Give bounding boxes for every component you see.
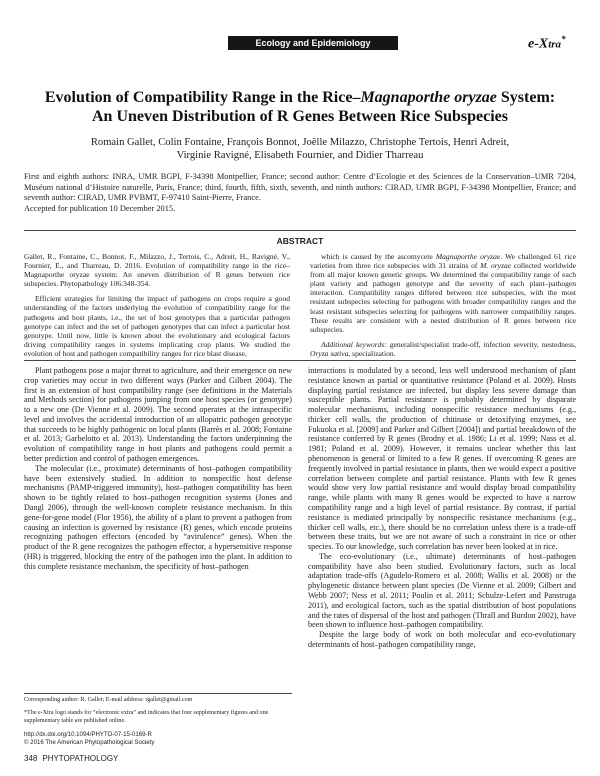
abstract-species-1: Magnaporthe oryzae — [435, 252, 501, 261]
keywords-label: Additional keywords: — [321, 339, 387, 349]
keywords — [310, 340, 576, 358]
body-paragraph: interactions is modulated by a second, less well understood mechanism of plant resistance known as partial or quantitative resistance (Poland et al. 2009). Hosts displaying partial resistance are infected, but display less severe damage than susceptible plants. Partial resistance is probably determined by disparate molecular mechanisms, including nonspecific resistance mechanisms (e.g., thicker cell walls, the production of chitinase or detoxifying enzymes, see Fukuoka et al. [2009] and Parker and Gilbert [2004]) and partial breakdown of the resistance conferred by R genes (Brodny et al. 1986; Li et al. 1999; Nass et al. 1981; Poland et al. 2009). However, it remains unclear whether this last phenomenon is general or limited to a few R genes. If overcoming R genes are frequently involved in partial resistance in plants, then we would expect a positive correlation between complete and partial resistance. Plants with few R genes would show very low partial resistance and would display broad compatibility range, while plants with many R genes would be expected to have a narrow compatibility range and a high level of partial resistance. By contrast, if partial resistance is mediated principally by nonspecific resistance mechanisms (e.g., thicker cell walls, etc.), there should be no correlation unless there is a trade-off between these traits, but we are not aware of such a constraint in rice or other species. To our knowledge, such correlation has never been looked at in rice. — [308, 366, 576, 552]
abstract-species-2: M. oryzae — [480, 261, 512, 271]
authors-line2: Virginie Ravigné, Elisabeth Fournier, and Didier Tharreau — [176, 150, 424, 161]
corresponding-author: Corresponding author: R. Gallet; E-mail address: rgallet@gmail.com — [24, 697, 193, 703]
title-line1-before: Evolution of Compatibility Range in the Rice– — [44, 89, 361, 106]
keywords-end: , specialization. — [348, 348, 396, 358]
accepted-date: Accepted for publication 10 December 2015. — [24, 203, 176, 213]
e-xtra-prefix: e-X — [528, 36, 549, 52]
body-paragraph: Despite the large body of work on both molecular and eco-evolutionary determinants of host–pathogen compatibility range, — [308, 630, 576, 649]
author-list — [40, 136, 560, 162]
authors-line1: Romain Gallet, Colin Fontaine, François Bonnot, Joëlle Milazzo, Christophe Tertois, Henri Adreit, — [90, 137, 510, 148]
e-xtra-rest: tra — [548, 38, 562, 51]
abstract-citation: Gallet, R., Fontaine, C., Bonnot, F., Milazzo, J., Tertois, C., Adreit, H., Ravigné, V., Fournier, E., and Tharreau, D. 2016. Evolution of compatibility range in the rice–Magnaporthe oryzae system: An uneven distribution of R genes between rice subspecies. Phytopathology 106:348-354. — [24, 252, 290, 289]
abstract-right-column — [310, 252, 576, 364]
journal-name: PHYTOPATHOLOGY — [42, 754, 119, 763]
article-title — [30, 88, 570, 126]
affiliation-text: First and eighth authors: INRA, UMR BGPI, F-34398 Montpellier, France; second author: Centre d’Ecologie et des Sciences de la Conservation–UMR 7204, Muséum national d’Histoire naturelle, Paris, France; third, fourth, fifth, sixth, seventh, and ninth authors: CIRAD, UMR BGPI, F-34398 Montpellier, France; and seventh author: CIRAD, UMR PVBMT, F-97410 Saint-Pierre, France. — [24, 172, 576, 203]
body-paragraph: Plant pathogens pose a major threat to agriculture, and their emergence on new crop varieties may occur in two different ways (Parker and Gilbert 2004). The first is an extension of host compatibility range (see definitions in the Materials and Methods section) for pathogens jumping from one host species (or genotype) to a new one (De Vienne et al. 2009). The second operates at the intraspecific level and involves the accidental introduction of an allopatric pathogen genotype that succeeds to be highly pathogenic on local plants (Barrès et al. 2008; Fontaine et al. 2013; Garbelotto et al. 2013). Understanding the factors underpinning the evolution of compatibility range in host plants and pathogens could permit a better prediction and control of pathogen emergences. — [24, 366, 292, 464]
abstract-top-rule — [24, 230, 576, 231]
abstract-heading: ABSTRACT — [276, 236, 324, 246]
section-label: Ecology and Epidemiology — [228, 36, 398, 50]
title-line1-after: System: — [496, 89, 556, 106]
affiliations — [24, 172, 576, 214]
e-xtra-badge — [528, 34, 566, 53]
e-xtra-star: * — [561, 34, 566, 44]
abstract-right-b: . We challenged 61 rice varieties from three rice subspecies with 31 strains of — [310, 252, 576, 271]
keywords-species: Oryza sativa — [310, 348, 349, 358]
footnote-rule — [24, 693, 292, 694]
e-xtra-footnote: *The e-Xtra logo stands for “electronic extra” and indicates that four supplementary figures and one supplementary table are published online. — [24, 710, 269, 724]
body-paragraph: The molecular (i.e., proximate) determinants of host–pathogen compatibility have been extensively studied. In addition to nonspecific host defense mechanisms (PAMP-triggered immunity), host–pathogen compatibility has been shown to be tightly related to host–pathogen recognition systems (Jones and Dangl 2006), through the well-known complete resistance mechanism. In this gene-for-gene model (Flor 1956), the ability of a plant to prevent a pathogen from causing an infection is governed by resistance (R) genes, which encode proteins recognizing pathogen effectors (encoded by “avirulence” genes). When the product of the R gene recognizes the pathogen effector, a hypersensitive response (HR) is triggered, blocking the entry of the pathogen into the plant. In addition to this complete resistance mechanism, the specificity of host–pathogen — [24, 463, 292, 571]
body-right-column — [308, 366, 576, 650]
keywords-text: generalist/specialist trade-off, infection severity, nestedness, — [386, 339, 576, 349]
abstract-paragraph-right — [310, 252, 576, 334]
page-number: 348 — [24, 754, 38, 763]
body-left-column — [24, 366, 292, 571]
body-paragraph: The eco-evolutionary (i.e., ultimate) determinants of host–pathogen compatibility have also been studied. Evolutionary factors, such as local adaptation trade-offs (Agudelo-Romero et al. 2008; Wallis et al. 2008) or the phylogenetic distance between plant species (De Vienne et al. 2009; Gilbert and Webb 2007; Ness et al. 2011; Poulin et al. 2011; Schulze-Lefert and Panstruga 2011), and ecological factors, such as the spatial distribution of host populations and the rates of dispersal of the host and pathogen (Thrall and Burdon 2002), have been shown to influence host–pathogen compatibility. — [308, 551, 576, 630]
abstract-right-a: which is caused by the ascomycete — [321, 252, 436, 261]
page-folio — [24, 754, 118, 763]
abstract-bottom-rule — [24, 360, 576, 361]
title-line2: An Uneven Distribution of R Genes Between Rice Subspecies — [92, 108, 508, 125]
abstract-right-c: collected worldwide from all major known genetic groups. We determined the compatibility range of each plant variety and pathogen genotype and the severity of each plant–pathogen interaction. Compatibility ranges differed between rice subspecies, with the most resistant subspecies selecting for pathogens with broader compatibility ranges and the least resistant subspecies selecting for pathogens with narrower compatibility ranges. These results are consistent with a nested distribution of R genes between rice subspecies. — [310, 261, 576, 334]
doi-link[interactable]: http://dx.doi.org/10.1094/PHYTO-07-15-0169-R — [24, 731, 152, 738]
abstract-paragraph-left: Efficient strategies for limiting the impact of pathogens on crops require a good understanding of the factors underlying the evolution of compatibility range for the pathogens and host plants, i.e., the set of host genotypes that a particular pathogen genotype can infect and the set of pathogen genotypes that can infect a particular host genotype. Until now, little is known about the evolutionary and ecological factors driving compatibility ranges in systems implicating crop plants. We studied the evolution of host and pathogen compatibility ranges for rice blast disease, — [24, 294, 290, 358]
copyright: © 2016 The American Phytopathological Society — [24, 739, 155, 746]
abstract-left-column — [24, 252, 290, 364]
title-species: Magnaporthe oryzae — [360, 89, 497, 106]
